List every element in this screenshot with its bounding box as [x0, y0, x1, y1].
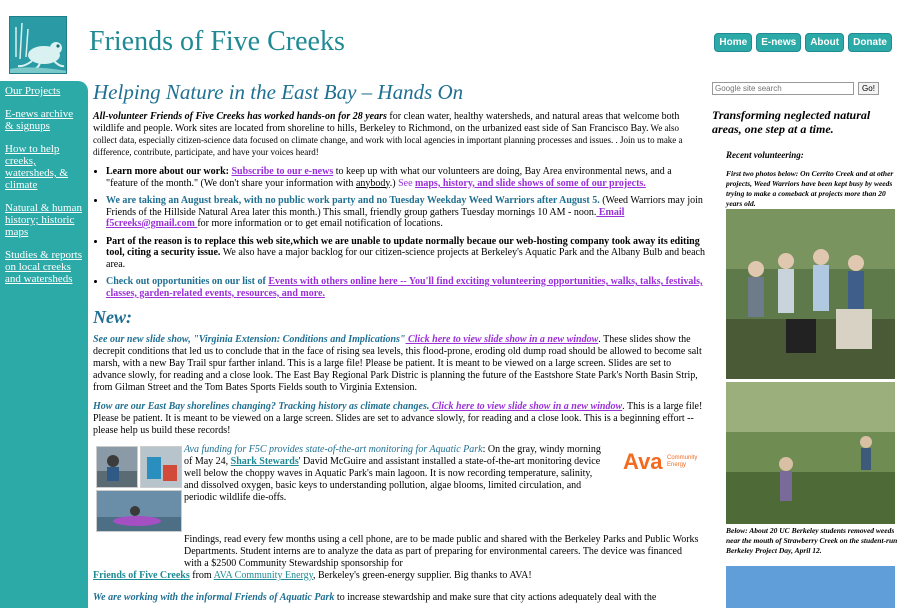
slide1-text: . These slides show the decrepit conditions that led us to conclude that in the face of rising sea levels, this flood-prone, eroding old dump road should be allowed to become salt marsh, with a new Bay Trail spur farther inland. This is a large file! Please be patient. It is meant to be viewed on a large screen. Slides are set to advance slowly, for reading and a close look. The East Bay Regional Park Distric is planning the future of the Eastshore State Park's North Basin Strip, from Gilman Street and the Tom Bates Sports Fields south to Virginia Extension.	[93, 334, 702, 393]
ava-text1: : On the gray, windy morning of May 24,	[184, 444, 601, 467]
ava-lead: Ava funding for F5C provides state-of-the-art monitoring for Aquatic Park	[184, 444, 483, 455]
bullet-august-break	[106, 195, 705, 230]
search-go-button[interactable]: Go!	[858, 82, 879, 95]
bullet2-end: for more information or to get email notification of locations.	[197, 218, 443, 229]
events-link[interactable]: Events with others online here -- You'll find exciting volunteering opportunities, walks, talks, festivals, classes, garden-related events, resources, and more.	[106, 276, 703, 299]
bullet2-text: (Weed Warriors may join Friends of the Hillside Natural Area later this month.) This small, friendly group gathers Tuesday mornings 10 AM - noon.	[106, 195, 703, 218]
slideshow-virginia-paragraph	[93, 334, 705, 394]
main-content	[93, 80, 705, 611]
top-nav	[714, 33, 892, 52]
ava-text2: ' David McGuire and assistant installed a state-of-the-art monitoring device well below the choppy waves in Aquatic Park's main lagoon. It is now recording temperature, salinity, and dissolved oxygen, basic keys to understanding pollution, algae blooms, limited circulation, and periodic wildlife die-offs.	[184, 456, 601, 503]
sidebar-link-enews-archive[interactable]: E-news archive & signups	[5, 108, 74, 132]
aquatic-park-paragraph	[93, 592, 705, 604]
nav-home-button[interactable]: Home	[714, 33, 752, 52]
intro-paragraph	[93, 111, 705, 159]
bullet4-lead: Check out opportunities on our list of	[106, 276, 269, 287]
slide2-link[interactable]: Click here to view slide show in a new window	[429, 401, 623, 412]
bullet1-lead: Learn more about our work:	[106, 166, 232, 177]
last-lead: We are working with the informal Friends of Aquatic Park	[93, 592, 335, 603]
slide2-text: . This is a large file! Please be patient. It is meant to be viewed on a large screen. Slides are set to advance slowly, for reading and a close look. This is a beginning effort -- please help us build these records!	[93, 401, 703, 436]
bullet-opportunities	[106, 276, 705, 299]
ava-thanks: , Berkeley's green-energy supplier. Big thanks to AVA!	[313, 570, 532, 581]
sidebar-link-studies[interactable]: Studies & reports on local creeks and watersheds	[5, 249, 82, 285]
photo-volunteers-creek	[726, 382, 895, 524]
bullet3-lead: Part of the reason is to replace this web site,which we are unable to update normally becaue our web-hosting company took away its editing tool, citing a security issue.	[106, 235, 700, 258]
bullet1-anybody: anybody	[355, 177, 390, 189]
bullet-learn-more	[106, 166, 705, 189]
bullet1-see: See	[398, 177, 416, 189]
slide1-lead: See our new slide show, "Virginia Extension: Conditions and Implications"	[93, 334, 406, 345]
ava-logo-word: Ava	[623, 449, 663, 474]
last-text: to increase stewardship and make sure that city actions adequately deal with the	[334, 592, 657, 603]
slideshow-shorelines-paragraph	[93, 401, 705, 437]
nav-about-button[interactable]: About	[805, 33, 844, 52]
ava-energy-link[interactable]: AVA Community Energy	[213, 570, 314, 581]
sidebar-link-our-projects[interactable]: Our Projects	[5, 85, 61, 97]
recent-caption-weed-warriors: First two photos below: On Cerrito Creek and at other projects, Weed Warriors have been kept busy by weeds trying to make a comeback at projects more than 20 years old.	[726, 169, 894, 208]
ava-logo	[623, 450, 703, 476]
ava-text	[184, 444, 608, 504]
intro-text: for clean water, healthy watersheds, and natural areas that welcome both wildlife and people. Work sites are located from shoreline to hills, Berkeley to Richmond, on the urbanized east side of San Francisco Bay.	[93, 111, 680, 134]
f5c-link[interactable]: Friends of Five Creeks	[93, 570, 190, 581]
photo-monitoring-device	[96, 446, 138, 488]
site-logo[interactable]	[9, 16, 67, 74]
photo-strawberry-creek	[726, 566, 895, 608]
nav-donate-button[interactable]: Donate	[848, 33, 892, 52]
maps-history-link[interactable]: maps, history, and slide shows of some of our projects.	[415, 177, 646, 189]
sidebar-link-how-to-help[interactable]: How to help creeks, watersheds, & climate	[5, 143, 68, 191]
bullet-list	[93, 166, 705, 299]
site-title: Friends of Five Creeks	[89, 26, 345, 57]
ava-section	[93, 444, 705, 574]
intro-small-text: We also collect data, especially citizen-science data focused on climate change, and work with local agencies in important planning processes and issues. . Join us to make a difference, contribute, participate, and have your voices heard!	[93, 123, 683, 157]
ava-from: from	[189, 570, 214, 581]
frog-logo-icon	[10, 17, 67, 74]
main-heading: Helping Nature in the East Bay – Hands On	[93, 80, 464, 104]
ava-findings-text	[184, 534, 702, 570]
recent-volunteering-heading: Recent volunteering:	[726, 150, 804, 160]
search-input[interactable]	[712, 82, 854, 95]
slide1-link[interactable]: Click here to view slide show in a new window	[405, 334, 599, 345]
bullet-website-replace	[106, 236, 705, 271]
intro-bold: All-volunteer Friends of Five Creeks has worked hands-on for 28 years	[93, 111, 387, 122]
shark-stewards-link[interactable]: Shark Stewards	[230, 456, 299, 467]
sidebar-link-history[interactable]: Natural & human history; historic maps	[5, 202, 82, 238]
bullet1-text: to keep up with what our volunteers are doing, Bay Area environmental news, and a "feature of the month." (We don't share your information with	[106, 166, 672, 189]
bullet3-text: We also have a major backlog for our citizen-science projects at Berkeley's Aquatic Park and the Albany Bulb and beach area.	[106, 247, 705, 270]
ava-findings: Findings, read every few months using a cell phone, are to be made public and shared with the Berkeley Parks and Public Works Departments. Student interns are to analyze the data as part of preparing for environmental careers. The device was financed with a $2500 Community Stewardship sponsorship for	[184, 534, 699, 569]
subscribe-enews-link[interactable]: Subscribe to our e-news	[231, 166, 334, 177]
photo-kayak-lagoon	[96, 490, 182, 532]
ava-logo-sub2: Energy	[667, 462, 687, 468]
photo-weed-warriors-group	[726, 209, 895, 379]
slide2-lead: How are our East Bay shorelines changing? Tracking history as climate changes.	[93, 401, 430, 412]
email-link[interactable]: Email f5creeks@gmail.com	[106, 206, 625, 229]
bullet2-lead: We are taking an August break, with no public work party and no Tuesday Weekday Weed Warriors after August 5.	[106, 195, 600, 206]
ava-logo-sub1: Community	[667, 455, 698, 461]
sidebar	[0, 81, 88, 608]
right-tagline: Transforming neglected natural areas, one step at a time.	[712, 108, 871, 136]
aquatic-park-photos	[96, 446, 182, 533]
new-heading: New:	[93, 307, 132, 327]
bullet1-text2: .)	[389, 177, 399, 189]
nav-enews-button[interactable]: E-news	[756, 33, 801, 52]
photo-equipment	[140, 446, 182, 488]
recent-caption-uc-berkeley: Below: About 20 UC Berkeley students removed weeds near the mouth of Strawberry Creek on the student-run Berkeley Project Day, April 12.	[726, 526, 898, 555]
